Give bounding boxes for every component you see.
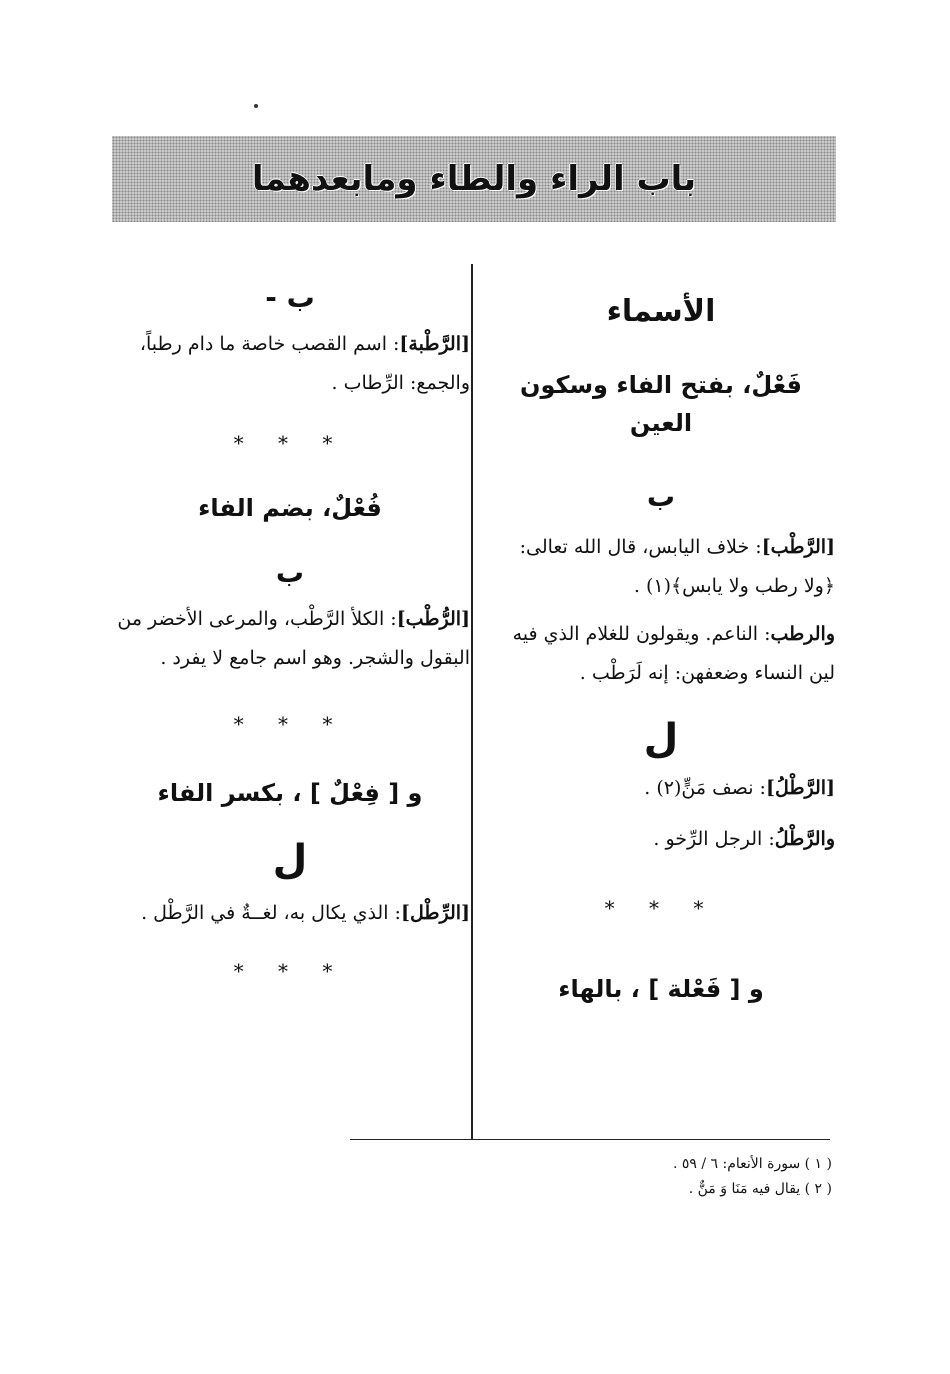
chapter-title: باب الراء والطاء ومابعدهما: [251, 159, 697, 199]
entry-term: [الرِّطْل]: [400, 902, 470, 925]
letter-heading-b: ب: [275, 556, 305, 590]
letter-heading-l: ل: [643, 716, 679, 763]
separator-stars: * * *: [233, 430, 347, 455]
section-heading: الأسماء: [606, 294, 716, 329]
entry-ratb-soft: [487, 615, 835, 693]
entry-term: [الرُّطْب]: [396, 607, 470, 630]
entry-text: : خلاف اليابس، قال الله تعالى: ﴿ولا رطب ولا يابس﴾(١) .: [519, 535, 835, 597]
entry-ratl: [487, 773, 835, 803]
entry-term: والرَّطْلُ: [774, 827, 835, 850]
separator-stars: * * *: [604, 896, 718, 921]
entry-text: : اسم القصب خاصة ما دام رطباً، والجمع: الرِّطاب .: [139, 332, 470, 394]
entry-ritl: [110, 894, 470, 933]
letter-heading-b: ب: [646, 479, 676, 513]
separator-stars: * * *: [233, 711, 347, 736]
entry-term: والرطب: [770, 623, 835, 646]
chapter-title-banner: [112, 136, 836, 222]
pattern-heading-falah: و [ فَعْلة ] ، بالهاء: [558, 975, 764, 1004]
entry-text: : نصف مَنٍّ(٢) .: [644, 777, 766, 800]
entry-term: [الرَّطْبة]: [399, 332, 470, 355]
entry-text: : الكلأ الرَّطْب، والمرعى الأخضر من البقول والشجر. وهو اسم جامع لا يفرد .: [117, 607, 470, 669]
entry-rutb: [110, 600, 470, 678]
pattern-heading-ful: فُعْلٌ، بضم الفاء: [198, 493, 382, 522]
column-divider: [471, 264, 473, 1140]
right-column: [487, 270, 835, 1009]
entry-term: [الرَّطْب]: [761, 535, 835, 558]
entry-term: [الرَّطْلُ]: [765, 777, 835, 800]
footnote-1: ( ١ ) سورة الأنعام: ٦ / ٥٩ .: [672, 1156, 832, 1172]
letter-heading-b: ب -: [265, 281, 315, 314]
entry-text: : الرجل الرِّخو .: [653, 827, 775, 850]
entry-text: : الناعم. ويقولون للغلام الذي فيه لين النساء وضعفهن: إنه لَرَطْب .: [512, 623, 835, 685]
pattern-heading-fal: فَعْلٌ، بفتح الفاء وسكون العين: [519, 371, 803, 438]
pattern-heading-fil: و [ فِعْلٌ ] ، بكسر الفاء: [157, 778, 423, 807]
entry-ratl-man: [487, 824, 835, 854]
footnote-2: ( ٢ ) يقال فيه مَنَا وَ مَنٌّ .: [688, 1181, 832, 1198]
footnotes: [460, 1152, 832, 1202]
entry-text: : الذي يكال به، لغــةٌ في الرَّطْل .: [141, 902, 401, 925]
entry-ratba: [110, 325, 470, 403]
entry-ratb: [487, 528, 835, 606]
left-column: [110, 270, 470, 987]
footnote-rule: [350, 1139, 830, 1140]
letter-heading-l: ل: [272, 837, 308, 884]
separator-stars: * * *: [233, 959, 347, 984]
scan-speck: [254, 104, 258, 108]
